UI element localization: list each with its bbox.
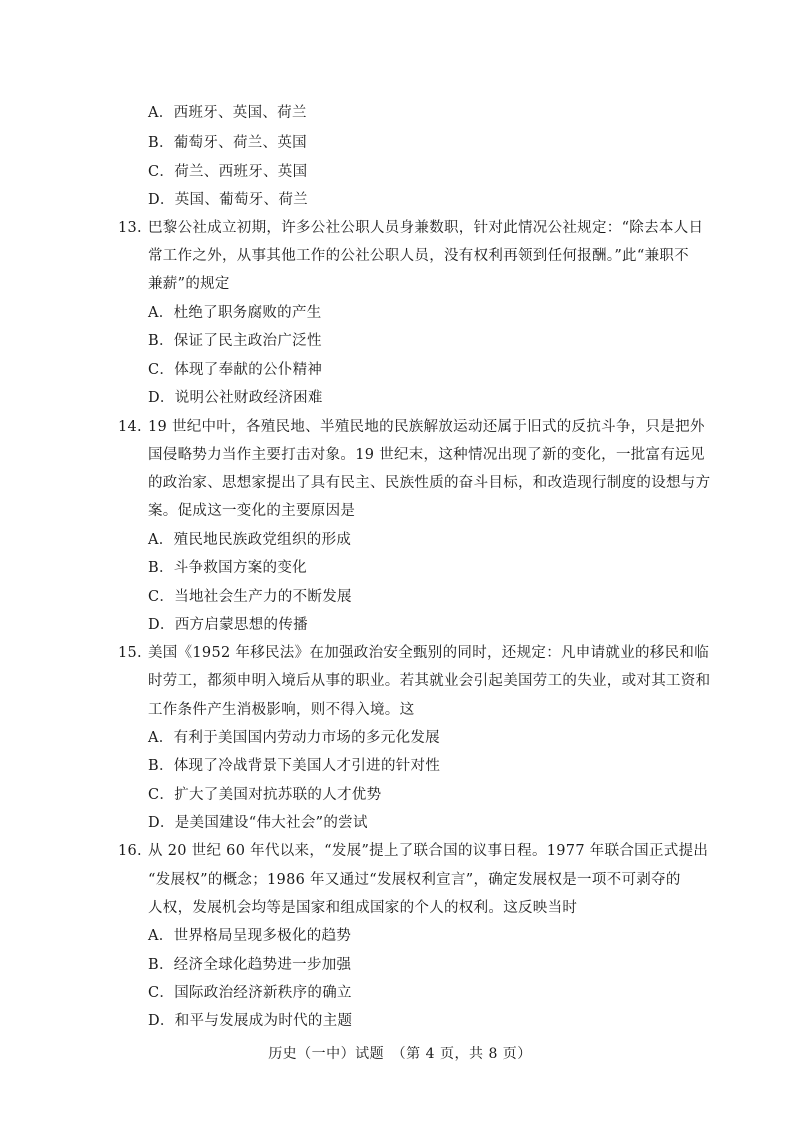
q13-number: 13. [118,220,142,236]
q14-option-a: A．殖民地民族政党组织的形成 [148,532,352,548]
q13-stem-line-2: 常工作之外，从事其他工作的公社公职人员，没有权利再领到任何报酬。”此“兼职不 [148,248,689,264]
q14-option-b: B．斗争救国方案的变化 [148,560,307,576]
q14-stem-line-4: 案。促成这一变化的主要原因是 [148,503,356,519]
q15-option-c: C．扩大了美国对抗苏联的人才优势 [148,787,382,803]
q12-option-b: B．葡萄牙、荷兰、英国 [148,135,307,151]
q16-stem-line-1: 从 20 世纪 60 年代以来，“发展”提上了联合国的议事日程。1977 年联合国正式提出 [148,843,709,859]
q14-stem-line-1: 19 世纪中叶，各殖民地、半殖民地的民族解放运动还属于旧式的反抗斗争，只是把外 [148,419,705,435]
q16-stem-line-2: “发展权”的概念；1986 年又通过“发展权利宣言”，确定发展权是一项不可剥夺的 [148,872,681,888]
q13-option-c: C．体现了奉献的公仆精神 [148,362,323,378]
q15-option-a: A．有利于美国国内劳动力市场的多元化发展 [148,730,440,746]
q15-option-d: D．是美国建设“伟大社会”的尝试 [148,815,368,831]
q16-option-c: C．国际政治经济新秩序的确立 [148,985,352,1001]
q13-option-b: B．保证了民主政治广泛性 [148,333,322,349]
q12-option-d: D．英国、葡萄牙、荷兰 [148,192,308,208]
q15-number: 15. [118,645,142,661]
page-footer: 历史（一中）试题 （第 4 页，共 8 页） [268,1046,532,1062]
q13-stem-line-1: 巴黎公社成立初期，许多公社公职人员身兼数职，针对此情况公社规定：“除去本人日 [148,220,704,236]
q14-option-d: D．西方启蒙思想的传播 [148,617,308,633]
q14-option-c: C．当地社会生产力的不断发展 [148,589,352,605]
q15-stem-line-1: 美国《1952 年移民法》在加强政治安全甄别的同时，还规定：凡申请就业的移民和临 [148,645,710,661]
q13-option-a: A．杜绝了职务腐败的产生 [148,305,322,321]
q13-stem-line-3: 兼薪”的规定 [148,276,230,292]
q14-number: 14. [118,419,142,435]
q14-stem-line-3: 的政治家、思想家提出了具有民主、民族性质的奋斗目标，和改造现行制度的设想与方 [148,475,711,491]
q12-option-c: C．荷兰、西班牙、英国 [148,164,308,180]
q12-option-a: A．西班牙、英国、荷兰 [148,105,307,121]
q15-stem-line-3: 工作条件产生消极影响，则不得入境。这 [148,702,415,718]
q14-stem-line-2: 国侵略势力当作主要打击对象。19 世纪末，这种情况出现了新的变化，一批富有远见 [148,447,705,463]
q16-stem-line-3: 人权，发展机会均等是国家和组成国家的个人的权利。这反映当时 [148,900,578,916]
q15-option-b: B．体现了冷战背景下美国人才引进的针对性 [148,758,441,774]
q13-option-d: D．说明公社财政经济困难 [148,390,323,406]
q15-stem-line-2: 时劳工，都须申明入境后从事的职业。若其就业会引起美国劳工的失业，或对其工资和 [148,673,711,689]
q16-option-a: A．世界格局呈现多极化的趋势 [148,928,352,944]
q16-number: 16. [118,843,142,859]
q16-option-b: B．经济全球化趋势进一步加强 [148,957,352,973]
q16-option-d: D．和平与发展成为时代的主题 [148,1013,353,1029]
